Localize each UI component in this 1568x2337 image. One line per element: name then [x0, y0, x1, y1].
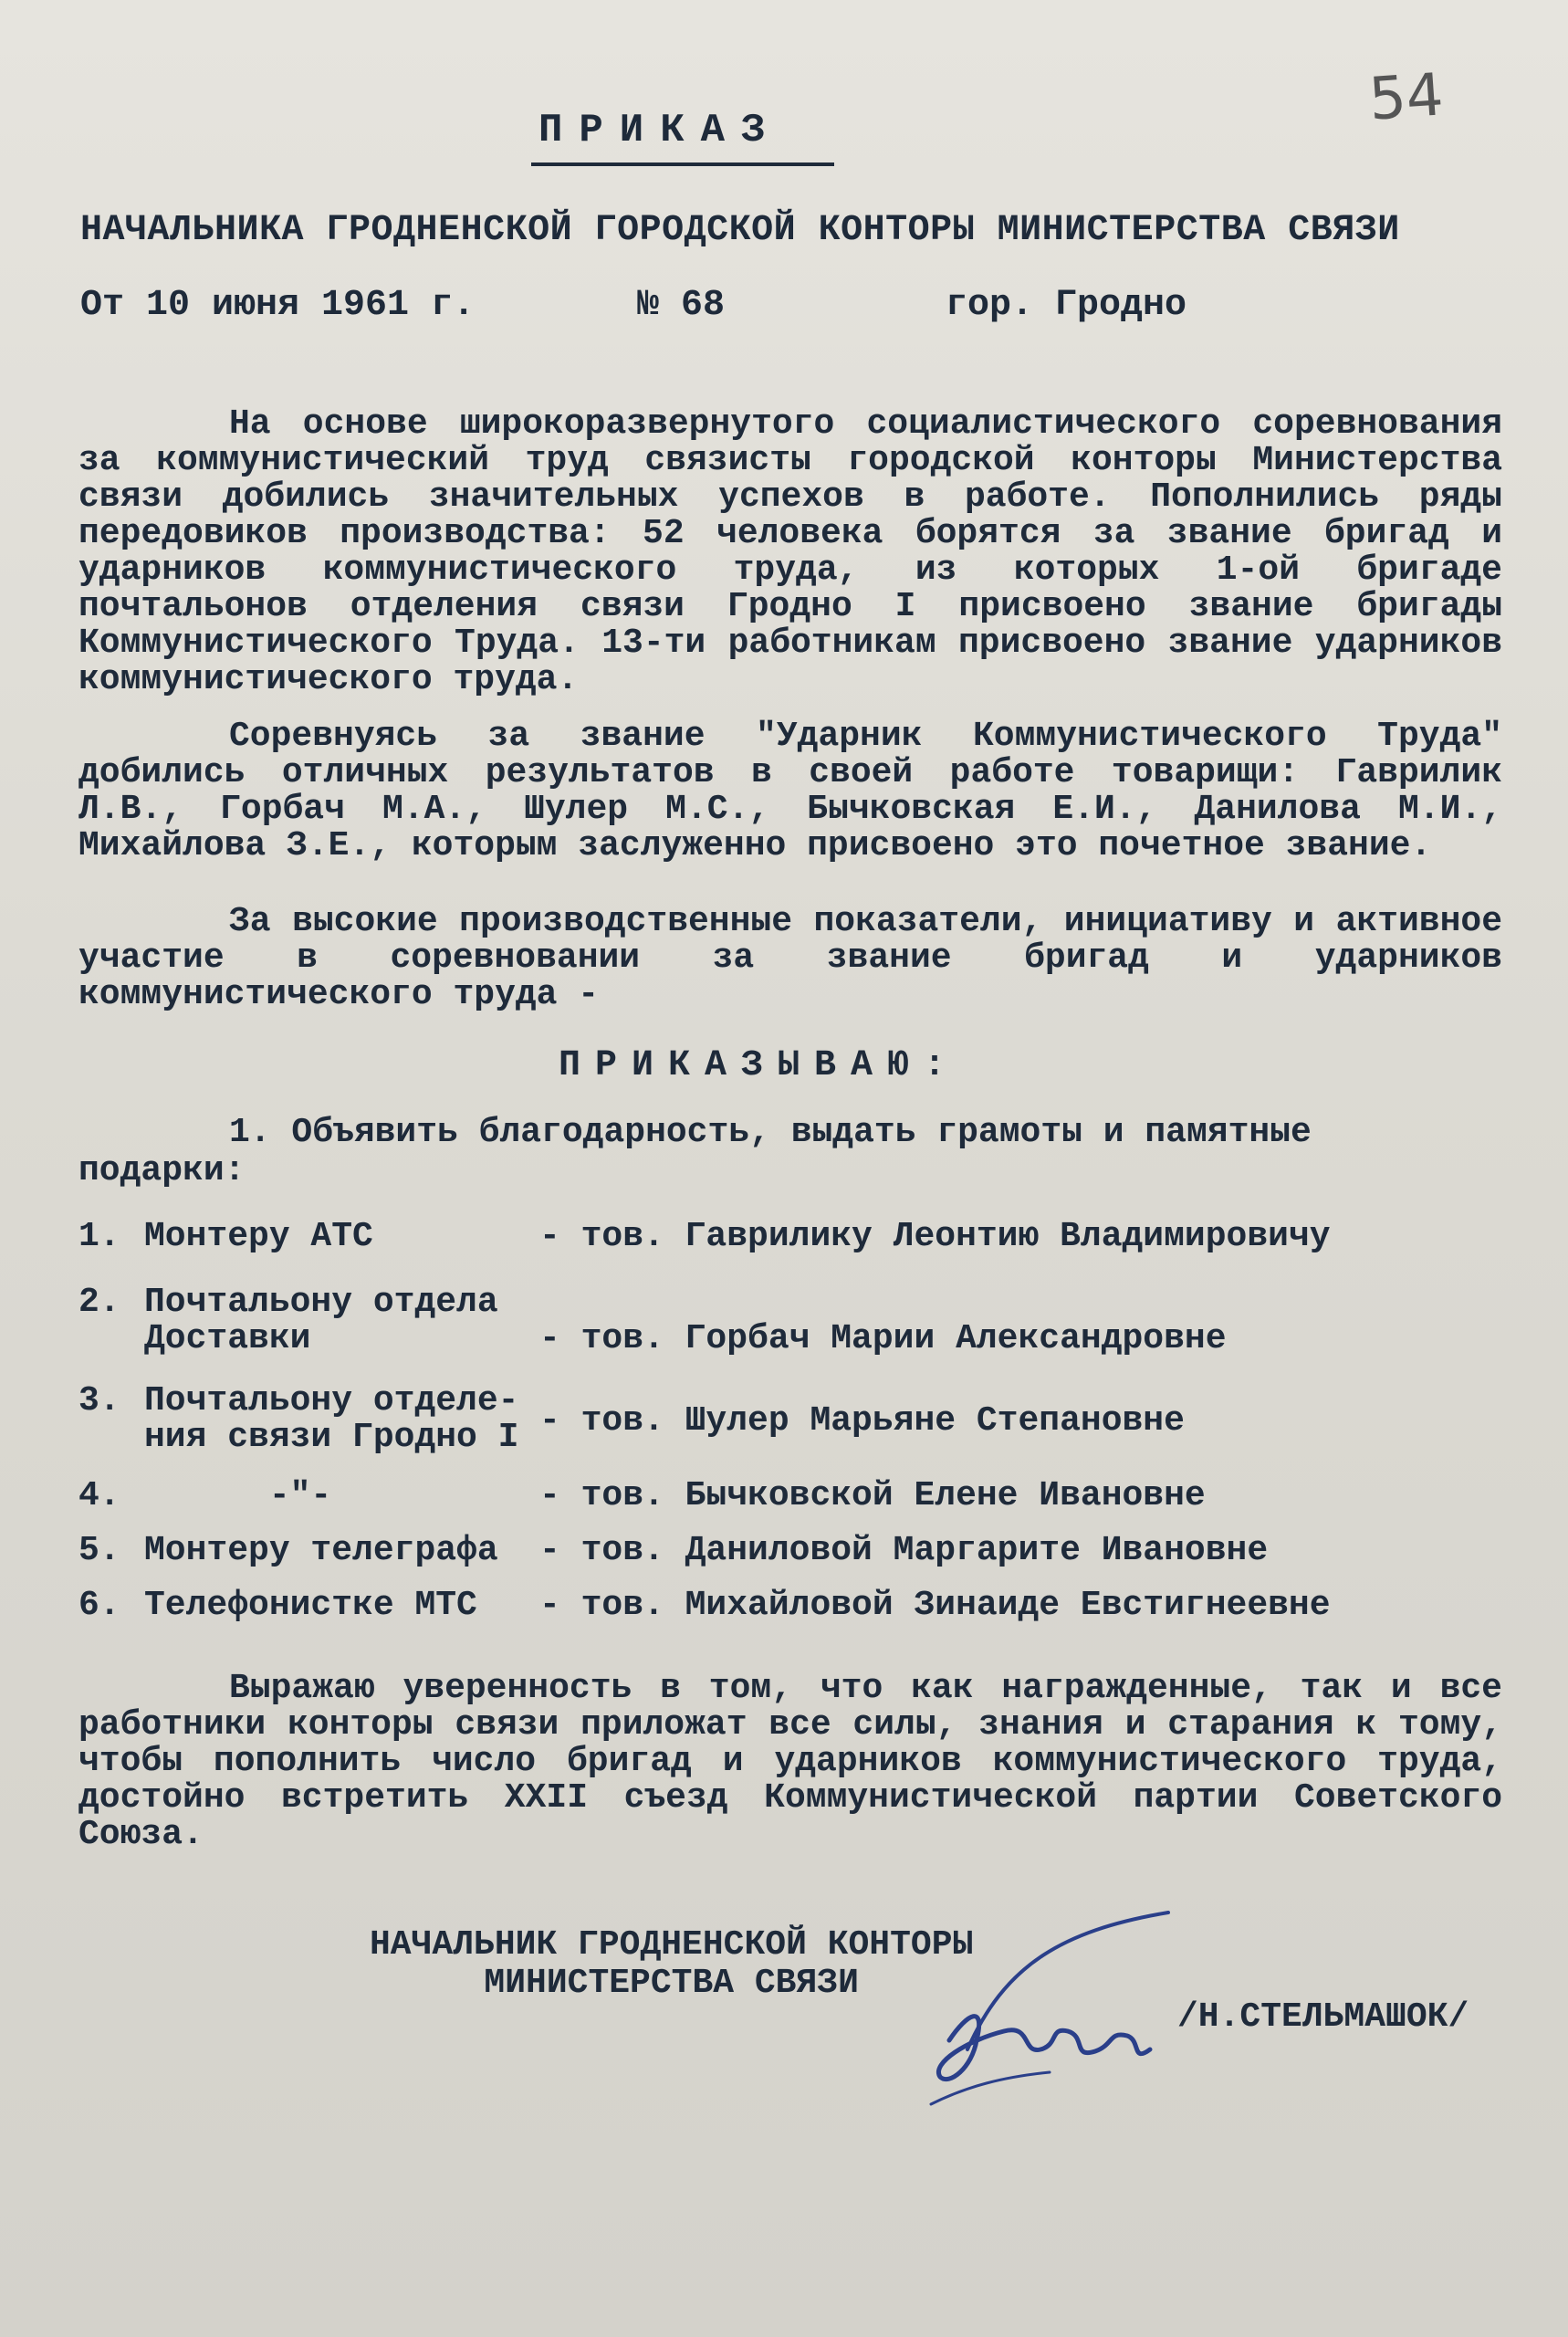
- signature-title-line1: НАЧАЛЬНИК ГРОДНЕНСКОЙ КОНТОРЫ: [370, 1925, 974, 1965]
- order-date: От 10 июня 1961 г.: [80, 285, 476, 326]
- order-number: № 68: [637, 285, 726, 326]
- award-number: 6.: [78, 1586, 120, 1625]
- award-position: Монтеру АТС: [144, 1217, 373, 1256]
- paragraph-awardees: Соревнуясь за звание "Ударник Коммунистического Труда" добились отличных результатов в своей работе товарищи: Гаврилик Л.В., Горбач М.А., Шулер М.С., Бычковская Е.И., Данилова М.И., Михайлова З.Е., которым заслуженно присвоено это почетное звание.: [78, 717, 1502, 865]
- award-row: [78, 1478, 1502, 1533]
- award-number: 1.: [78, 1217, 120, 1256]
- award-position: -"-: [144, 1476, 332, 1515]
- award-recipient: - тов. Шулер Марьяне Степановне: [539, 1401, 1185, 1441]
- award-row: [78, 1284, 1502, 1383]
- award-position: Почтальону отделе- ния связи Гродно I: [144, 1381, 519, 1457]
- point-one: 1. Объявить благодарность, выдать грамоты и памятные подарки:: [78, 1113, 1312, 1190]
- award-row: [78, 1588, 1502, 1642]
- award-position: Телефонистке МТС: [144, 1586, 477, 1625]
- award-number: 3.: [78, 1381, 120, 1420]
- award-recipient: - тов. Михайловой Зинаиде Евстигнеевне: [539, 1586, 1331, 1625]
- award-row: [78, 1219, 1502, 1284]
- title-underline: [531, 162, 834, 166]
- award-number: 4.: [78, 1476, 120, 1515]
- signature-title-line2: МИНИСТЕРСТВА СВЯЗИ: [484, 1964, 859, 2003]
- awards-list: [78, 1219, 1502, 1642]
- award-position: Почтальону отдела Доставки: [144, 1283, 498, 1358]
- award-recipient: - тов. Гаврилику Леонтию Владимировичу: [539, 1217, 1331, 1256]
- award-recipient: - тов. Горбач Марии Александровне: [539, 1319, 1227, 1358]
- signer-name: /Н.СТЕЛЬМАШОК/: [1177, 1997, 1469, 2037]
- award-recipient: - тов. Бычковской Елене Ивановне: [539, 1476, 1206, 1515]
- document-title: ПРИКАЗ: [538, 108, 782, 153]
- order-city: гор. Гродно: [946, 285, 1187, 326]
- signature-title: [370, 1926, 973, 2003]
- paragraph-rationale: За высокие производственные показатели, инициативу и активное участие в соревновании за звание бригад и ударников коммунистического труда -: [78, 902, 1502, 1014]
- award-position: Монтеру телеграфа: [144, 1531, 498, 1570]
- paragraph-intro: На основе широкоразвернутого социалистического соревнования за коммунистический труд связисты городской конторы Министерства связи добились значительных успехов в работе. Пополнились ряды передовиков производства: 52 человека борятся за звание бригад и ударников коммунистического труда, из которых 1-ой бригаде почтальонов отделения связи Гродно I присвоено звание бригады Коммунистического Труда. 13-ти работникам присвоено звание ударников коммунистического труда.: [78, 404, 1502, 699]
- award-number: 5.: [78, 1531, 120, 1570]
- award-row: [78, 1533, 1502, 1588]
- award-recipient: - тов. Даниловой Маргарите Ивановне: [539, 1531, 1269, 1570]
- archive-page-number: 54: [1366, 61, 1446, 134]
- paragraph-closing: Выражаю уверенность в том, что как награжденные, так и все работники конторы связи приложат все силы, знания и старания к тому, чтобы пополнить число бригад и ударников коммунистического труда, достойно встретить XXII съезд Коммунистической партии Советского Союза.: [78, 1669, 1502, 1854]
- order-word: ПРИКАЗЫВАЮ:: [559, 1045, 961, 1086]
- document-subtitle: НАЧАЛЬНИКА ГРОДНЕНСКОЙ ГОРОДСКОЙ КОНТОРЫ МИНИСТЕРСТВА СВЯЗИ: [80, 210, 1400, 251]
- award-row: [78, 1383, 1502, 1478]
- award-number: 2.: [78, 1283, 120, 1322]
- handwritten-signature: [913, 1903, 1186, 2113]
